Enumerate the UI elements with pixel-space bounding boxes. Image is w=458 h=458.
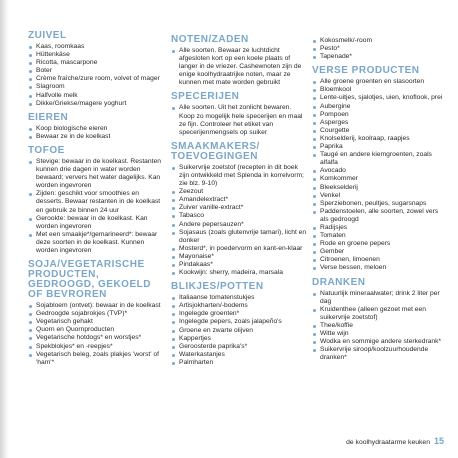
list-item: Wodka en sommige andere sterkedrank* xyxy=(312,338,448,346)
list-item: Bloemkool xyxy=(312,86,448,94)
list-item: Natuurlijk mineraalwater; drink 2 liter per dag xyxy=(312,290,448,306)
book-title: de koolhydraatarme keuken xyxy=(346,439,430,446)
list-item: Venkel xyxy=(312,192,448,200)
list-item: Andere pepersauzen* xyxy=(171,221,307,229)
page-footer xyxy=(346,436,444,446)
list-item: Slagroom xyxy=(28,83,164,91)
item-list xyxy=(28,158,164,255)
list-item: Zeezout xyxy=(171,188,307,196)
item-list xyxy=(171,164,307,277)
list-item: Koop biologische eieren xyxy=(28,125,164,133)
section xyxy=(312,37,448,61)
list-item: Artisjokharten/-bodems xyxy=(171,302,307,310)
list-item: Kappertjes xyxy=(171,335,307,343)
item-list xyxy=(171,294,307,367)
list-item: Stevige: bewaar in de koelkast. Restanten kunnen drie dagen in water worden bewaard; ververs het water dagelijks. Kan worden ingevroren xyxy=(28,158,164,190)
list-item: Mayonaise* xyxy=(171,253,307,261)
list-item: Courgette xyxy=(312,127,448,135)
list-item: Pesto* xyxy=(312,45,448,53)
list-item: Bewaar ze in de koelkast xyxy=(28,133,164,141)
section-heading: DRANKEN xyxy=(312,276,366,288)
list-item: Tomaten xyxy=(312,232,448,240)
list-item: Radijsjes xyxy=(312,224,448,232)
list-item: Zijden: geschikt voor smoothies en desserts. Bewaar restanten in de koelkast en gebruik ze binnen 24 uur xyxy=(28,190,164,214)
section xyxy=(171,35,307,87)
section xyxy=(171,142,307,277)
list-item: Gerookte: bewaar in de koelkast. Kan worden ingevroren xyxy=(28,215,164,231)
section xyxy=(171,282,307,367)
page-number: 15 xyxy=(433,436,444,446)
item-list xyxy=(312,78,448,272)
section-heading: EIEREN xyxy=(28,111,69,123)
list-item: Knolselderij, koolraap, raapjes xyxy=(312,135,448,143)
section-heading: BLIKJES/POTTEN xyxy=(171,281,264,293)
list-item: Sojabloem (ontvet): bewaar in de koelkast xyxy=(28,302,164,310)
section xyxy=(171,92,307,136)
list-item: Waterkastanjes xyxy=(171,351,307,359)
list-item: Hüttenkäse xyxy=(28,51,164,59)
list-item: Avocado xyxy=(312,167,448,175)
list-item: Crème fraîche/zure room, volvet of mager xyxy=(28,75,164,83)
section-heading: NOTEN/ZADEN xyxy=(171,34,249,45)
list-item: Vegetarische hotdogs* en worstjes* xyxy=(28,334,164,342)
section xyxy=(312,278,448,363)
section xyxy=(312,66,448,272)
section xyxy=(28,31,164,108)
list-item: Italiaanse tomatenstukjes xyxy=(171,294,307,302)
list-item: Groene en zwarte olijven xyxy=(171,327,307,335)
column-3 xyxy=(312,37,448,367)
section xyxy=(28,146,164,255)
item-list xyxy=(28,302,164,367)
section-heading: SOJA/VEGETARISCHE PRODUCTEN, GEDROOGD, GEKOELD OF BEVROREN xyxy=(28,259,151,301)
list-item: Sperziebonen, peultjes, sugarsnaps xyxy=(312,200,448,208)
list-item: Witte wijn xyxy=(312,330,448,338)
list-item: Paddenstoelen, alle soorten, zowel vers als gedroogd xyxy=(312,208,448,224)
list-item: Amandelextract* xyxy=(171,196,307,204)
section-heading: SMAAKMAKERS/ TOEVOEGINGEN xyxy=(171,140,260,162)
list-item: Kookwijn: sherry, madeira, marsala xyxy=(171,269,307,277)
list-item: Tabasco xyxy=(171,212,307,220)
section-heading: ZUIVEL xyxy=(28,30,67,41)
section-heading: SPECERIJEN xyxy=(171,91,240,103)
section-heading: VERSE PRODUCTEN xyxy=(312,65,420,77)
item-list xyxy=(28,125,164,141)
list-item: Alle groene groenten en slasoorten xyxy=(312,78,448,86)
list-item: Verse bessen, meloen xyxy=(312,264,448,272)
list-item: Komkommer xyxy=(312,175,448,183)
list-item: Pindakaas* xyxy=(171,261,307,269)
item-list xyxy=(171,47,307,87)
list-item: Pompoen xyxy=(312,111,448,119)
list-item: Boter xyxy=(28,67,164,75)
list-item: Zuiver vanille-extract* xyxy=(171,204,307,212)
list-item: Gedroogde sojabrokjes (TVP)* xyxy=(28,310,164,318)
list-item: Citroenen, limoenen xyxy=(312,256,448,264)
list-item: Palmharten xyxy=(171,359,307,367)
column-2 xyxy=(171,35,307,372)
list-item: Lente-uitjes, sjalotjes, uien, knoflook, prei xyxy=(312,94,448,102)
list-item: Asperges xyxy=(312,119,448,127)
page-edge-shadow xyxy=(0,0,9,458)
list-item: Halfvolle melk xyxy=(28,92,164,100)
list-item: Met een smaakje*/gemarineerd*: bewaar deze soorten in de koelkast. Kunnen worden ingevroren xyxy=(28,231,164,255)
list-item: Vegetarisch gehakt xyxy=(28,318,164,326)
list-item: Bleekselderij xyxy=(312,184,448,192)
list-item: Suikervrije zoetstof (recepten in dit boek zijn ontwikkeld met Splenda in korrelvorm; zie blz. 9-10) xyxy=(171,164,307,188)
section xyxy=(28,260,164,367)
list-item: Alle soorten. Bewaar ze luchtdicht afgesloten kort op een koele plaats of langer in de vriezer. Cashewnoten zijn de enige koolhydraatrijke noten, maar ze kunnen met mate worden gebruikt xyxy=(171,47,307,87)
list-item: Ricotta, mascarpone xyxy=(28,59,164,67)
list-item: Sojasaus (zoals glutenvrije tamari), licht en donker xyxy=(171,229,307,245)
item-list xyxy=(312,37,448,61)
list-item: Suikervrije siroop/koolzuurhoudende dranken* xyxy=(312,346,448,362)
list-item: Mosterd*, in poedervorm en kant-en-klaar xyxy=(171,245,307,253)
item-list xyxy=(312,290,448,363)
list-item: Kokosmelk/-room xyxy=(312,37,448,45)
item-list xyxy=(28,43,164,108)
list-item: Kruidenthee (alleen gezoet met een suikervrije zoetstof) xyxy=(312,306,448,322)
section xyxy=(28,113,164,141)
section-heading: TOFOE xyxy=(28,144,65,156)
list-item: Rode en groene pepers xyxy=(312,240,448,248)
list-item: Ingelegde groenten* xyxy=(171,310,307,318)
list-item: Gember xyxy=(312,248,448,256)
item-list xyxy=(171,104,307,136)
list-item: Taugé en andere kiemgroenten, zoals alfalfa xyxy=(312,151,448,167)
list-item: Dikke/Griekse/magere yoghurt xyxy=(28,100,164,108)
list-item: Spekblokjes* en -reepjes* xyxy=(28,343,164,351)
list-item: Aubergine xyxy=(312,103,448,111)
list-item: Geroosterde paprika's* xyxy=(171,343,307,351)
column-1 xyxy=(28,31,164,372)
list-item: Thee/koffie xyxy=(312,322,448,330)
list-item: Paprika xyxy=(312,143,448,151)
list-item: Tapenade* xyxy=(312,53,448,61)
list-item: Kaas, roomkaas xyxy=(28,43,164,51)
list-item: Vegetarisch beleg, zoals plakjes 'worst' of 'ham'* xyxy=(28,351,164,367)
list-item: Alle soorten. Uit het zonlicht bewaren. Koop zo mogelijk hele specerijen en maal ze fijn. Controleer het etiket van specerijenmengsels op suiker xyxy=(171,104,307,136)
list-item: Ingelegde pepers, zoals jalapeño's xyxy=(171,318,307,326)
list-item: Quorn en Quornproducten xyxy=(28,326,164,334)
